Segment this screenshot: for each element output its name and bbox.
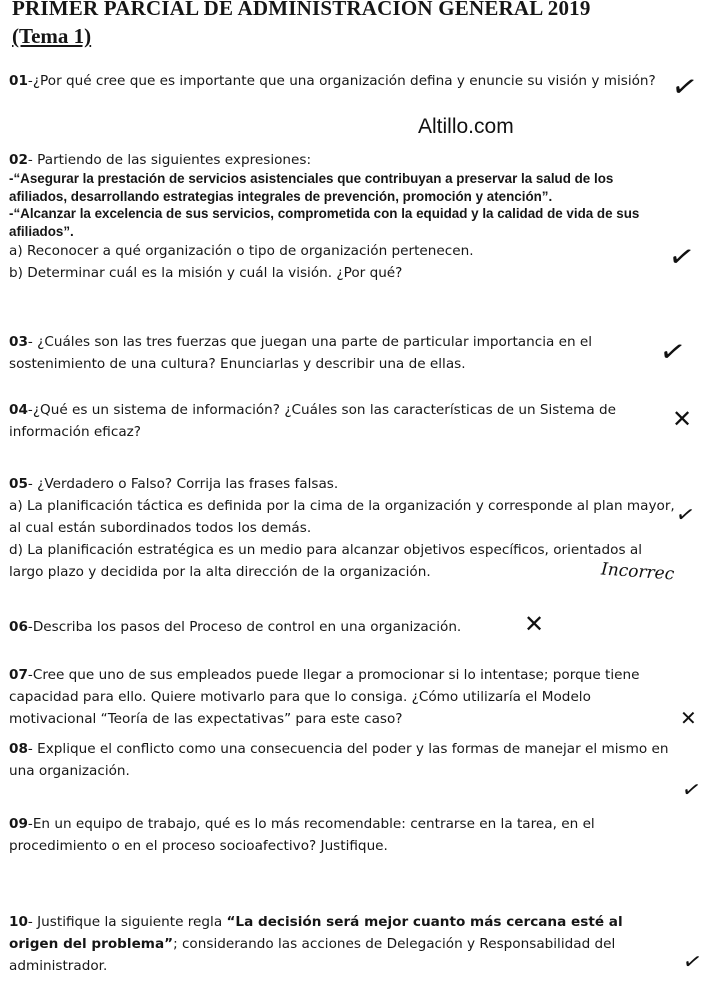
exam-subtitle: (Tema 1)	[12, 24, 92, 48]
question-number: 10	[9, 914, 28, 930]
separator: -	[27, 619, 33, 635]
question-02	[9, 149, 675, 284]
question-09	[9, 813, 675, 857]
item-a: a) La planificación táctica es definida por la cima de la organización y corresponde al plan mayor, al cual están subordinados todos los demás.	[9, 498, 675, 536]
question-text: Justifique la siguiente regla	[37, 914, 227, 930]
question-05	[9, 473, 675, 583]
separator: -	[27, 73, 33, 89]
question-number: 07	[9, 667, 28, 683]
question-03	[9, 331, 675, 375]
question-text: ¿Por qué cree que es importante que una organización defina y enuncie su visión y misión?	[32, 73, 656, 89]
separator: -	[27, 476, 38, 492]
question-10	[9, 911, 675, 977]
question-number: 01	[9, 73, 28, 89]
cross-mark-q06: ✕	[524, 610, 545, 638]
question-04	[9, 399, 675, 443]
separator: -	[27, 816, 33, 832]
question-number: 04	[9, 402, 28, 418]
question-number: 09	[9, 816, 28, 832]
separator: -	[27, 741, 38, 757]
question-text: Explique el conflicto como una consecuencia del poder y las formas de manejar el mismo en una organización.	[9, 741, 669, 779]
check-mark-q01: ✓	[668, 67, 701, 108]
item-b: b) Determinar cuál es la misión y cuál la visión. ¿Por qué?	[9, 265, 403, 281]
check-mark-q03: ✓	[656, 332, 689, 373]
watermark-text: Altillo.com	[418, 115, 514, 138]
handwritten-incorrect-note: Incorrec	[600, 559, 675, 585]
question-text: Cree que uno de sus empleados puede llegar a promocionar si lo intentase; porque tiene capacidad para ello. Quiere motivarlo para que lo consiga. ¿Cómo utilizaría el Modelo motivacional “Teoría de las expectativas” para este caso?	[9, 667, 640, 727]
question-text: ¿Qué es un sistema de información? ¿Cuáles son las características de un Sistema de información eficaz?	[9, 402, 616, 440]
check-mark-q10: ✓	[680, 948, 704, 977]
question-text: ¿Verdadero o Falso? Corrija las frases falsas.	[37, 476, 339, 492]
question-text: ¿Cuáles son las tres fuerzas que juegan una parte de particular importancia en el sostenimiento de una cultura? Enunciarlas y describir una de ellas.	[9, 334, 593, 372]
quoted-rule: “La decisión será mejor cuanto más cercana esté al origen del problema”	[9, 914, 623, 952]
quote-1: -“Asegurar la prestación de servicios asistenciales que contribuyan a preservar la salud de los afiliados, desarrollando estrategias integrales de prevención, promoción y atención”.	[9, 171, 614, 204]
question-number: 03	[9, 334, 28, 350]
check-mark-q05: ✓	[673, 501, 697, 530]
question-number: 02	[9, 152, 28, 168]
question-01	[9, 70, 675, 92]
quote-2: -“Alcanzar la excelencia de sus servicios, comprometida con la equidad y la calidad de vida de sus afiliados”.	[9, 206, 640, 239]
separator: -	[27, 334, 38, 350]
check-mark-q02: ✓	[665, 237, 698, 278]
exam-title: PRIMER PARCIAL DE ADMINISTRACION GENERAL 2019	[12, 0, 591, 20]
cross-mark-q07: ✕	[680, 706, 697, 730]
separator: -	[27, 914, 38, 930]
question-06	[9, 616, 675, 638]
separator: -	[27, 667, 33, 683]
question-08	[9, 738, 675, 782]
question-text-continued: ; considerando las acciones de Delegación y Responsabilidad del administrador.	[9, 936, 616, 974]
item-a: a) Reconocer a qué organización o tipo de organización pertenecen.	[9, 243, 474, 259]
question-number: 08	[9, 741, 28, 757]
question-number: 06	[9, 619, 28, 635]
question-number: 05	[9, 476, 28, 492]
question-07	[9, 664, 675, 730]
cross-mark-q04: ✕	[672, 405, 693, 433]
question-text: En un equipo de trabajo, qué es lo más recomendable: centrarse en la tarea, en el procedimiento o en el proceso socioafectivo? Justifique.	[9, 816, 595, 854]
question-text: Describa los pasos del Proceso de control en una organización.	[32, 619, 462, 635]
check-mark-q08: ✓	[679, 776, 703, 805]
separator: -	[27, 152, 38, 168]
item-d: d) La planificación estratégica es un medio para alcanzar objetivos específicos, orientados al largo plazo y decidida por la alta dirección de la organización.	[9, 542, 642, 580]
question-text: Partiendo de las siguientes expresiones:	[37, 152, 312, 168]
separator: -	[27, 402, 33, 418]
